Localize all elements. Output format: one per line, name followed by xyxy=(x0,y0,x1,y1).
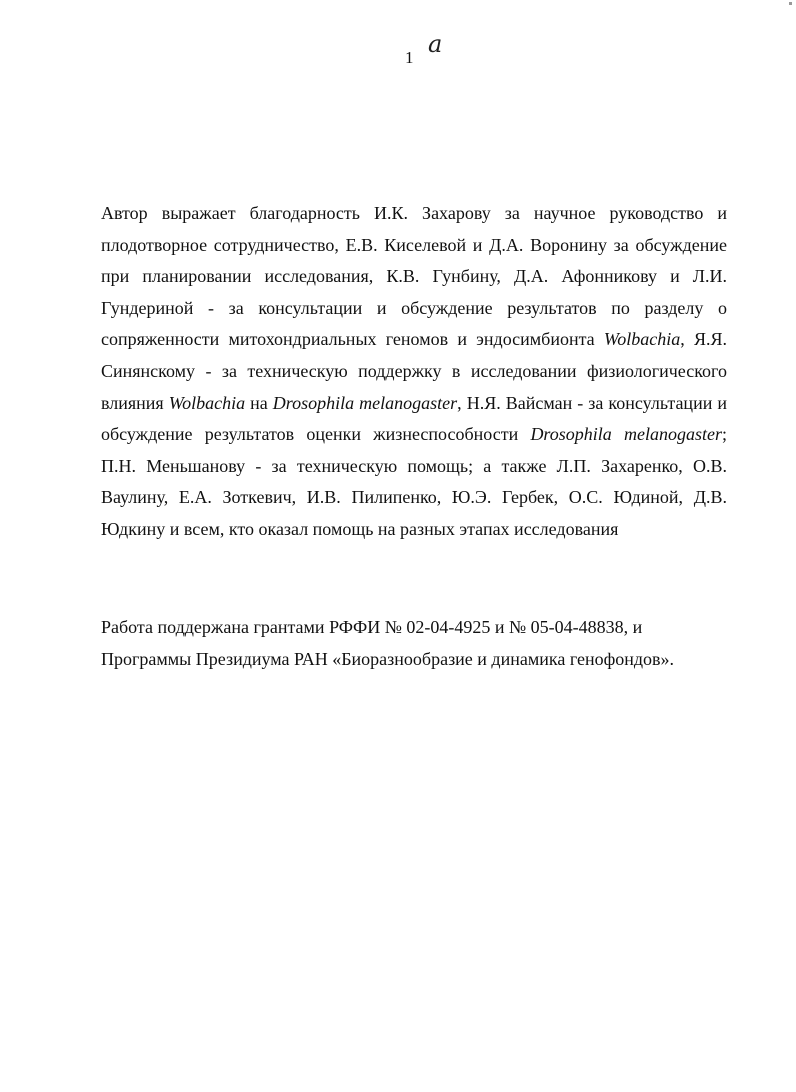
ack-text-3: на xyxy=(245,392,273,413)
scan-corner-mark xyxy=(789,2,792,5)
grants-line-2: Программы Президиума РАН «Биоразнообразие и динамика генофондов». xyxy=(101,648,675,669)
grants-paragraph xyxy=(101,612,761,675)
ack-text-2: , Я.Я. Синянскому - за техническую поддержку в исследовании физиологического влияния xyxy=(101,329,727,413)
handwritten-annotation: a xyxy=(428,30,443,58)
ack-italic-wolbachia-2: Wolbachia xyxy=(168,392,246,413)
ack-italic-drosophila-2: Drosophila melanogaster xyxy=(530,424,722,445)
ack-italic-drosophila-1: Drosophila melanogaster xyxy=(272,392,458,413)
page-number: 1 xyxy=(405,48,414,67)
grants-line-1: Работа поддержана грантами РФФИ № 02-04-4925 и № 05-04-48838, и xyxy=(101,617,643,637)
ack-text-4: , Н.Я. Вайсман - за консультации и обсуждение результатов оценки жизнеспособности xyxy=(101,392,727,445)
ack-text-1: Автор выражает благодарность И.К. Захарову за научное руководство и плодотворное сотрудничество, Е.В. Киселевой и Д.А. Воронину за обсуждение при планировании исследования, К.В. Гунбину, Д.А. Афонникову и Л.И. Гундериной - за консультации и обсуждение результатов по разделу о сопряженности митохондриальных геномов и эндосимбионта xyxy=(101,203,727,350)
acknowledgement-paragraph xyxy=(101,198,727,546)
ack-italic-wolbachia-1: Wolbachia xyxy=(603,329,681,350)
ack-text-5: ; П.Н. Меньшанову - за техническую помощь; а также Л.П. Захаренко, О.В. Ваулину, Е.А. Зоткевич, И.В. Пилипенко, Ю.Э. Гербек, О.С. Юдиной, Д.В. Юдкину и всем, кто оказал помощь на разных этапах исследования xyxy=(101,424,727,539)
